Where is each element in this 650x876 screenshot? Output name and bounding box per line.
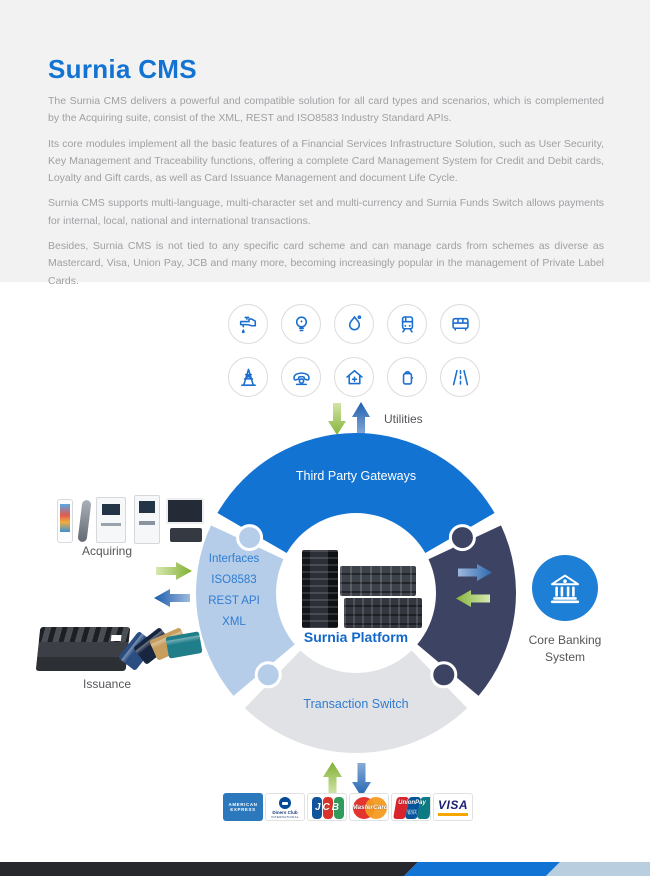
third-party-gateways-label: Third Party Gateways [295,469,417,483]
core-banking-label [505,632,625,666]
atm-image [96,497,126,543]
diners-name: Diners Club [272,810,298,815]
puzzle-knob-bottom-right [432,663,456,687]
paragraph-1: The Surnia CMS delivers a powerful and compatible solution for all card types and scenarios, which is complemented by the Acquiring suite, consist of the XML, REST and ISO8583 Industry Standard APIs. [48,95,604,125]
pos-monitor-image [166,498,204,524]
bank-icon [532,555,598,621]
switch-down-arrow-icon [352,763,371,797]
surnia-platform-label: Surnia Platform [303,629,409,645]
puzzle-knob-top-right [450,526,474,550]
footer-bar-light [546,862,650,876]
amex-logo [223,793,263,821]
amex-text-line2: EXPRESS [230,807,256,812]
amex-text-line1: AMERICAN [228,801,258,807]
diners-circle-icon [279,797,291,809]
mastercard-text: MasterCard [352,804,388,811]
core-banking-line1: Core Banking [528,633,602,647]
interfaces-label [186,549,282,633]
core-banking-left-arrow-icon [456,590,490,607]
paragraph-2: Its core modules implement all the basic features of a Financial Services Infrastructure Solution, such as User Security, Key Management and Traceability functions, offering a complete Card Management System for Credit and Debit cards, Loyalty and Gift cards, as well as Card Issuance Management and document Life Cycle. [48,137,604,185]
paragraph-4: Besides, Surnia CMS is not tied to any specific card scheme and can manage cards from schemes as diverse as Mastercard, Visa, Union Pay, JCB and many more, becoming increasingly popular in the management of Private Label Cards. [48,240,604,287]
mastercard-logo [349,793,389,821]
transaction-switch-label: Transaction Switch [303,697,409,711]
server-rack2-image [344,598,422,628]
issuance-label: Issuance [82,677,132,691]
core-banking-line2: System [544,650,585,664]
unionpay-cn-text: 银联 [406,810,417,816]
unionpay-text: UnionPay [398,800,426,806]
visa-text: VISA [437,798,468,812]
unionpay-logo [391,793,431,821]
core-banking-right-arrow-icon [458,564,492,581]
rest-api-line: REST API [208,595,260,607]
diners-club-logo [265,793,305,821]
interfaces-line: Interfaces [208,553,260,565]
utilities-label: Utilities [384,412,423,426]
acquiring-left-arrow-icon [154,589,190,607]
visa-gold-bar [438,813,468,816]
xml-line: XML [222,616,246,628]
acquiring-right-arrow-icon [156,562,192,580]
puzzle-knob-bottom-left [256,663,280,687]
pos-terminal-image [57,499,73,543]
paragraph-3: Surnia CMS supports multi-language, multi-character set and multi-currency and Surnia Funds Switch allows payments for internal, local, national and international transactions. [48,197,604,227]
jcb-text: JCB [314,802,341,813]
diners-subtext: INTERNATIONAL [271,815,299,819]
puzzle-knob-top-left [238,526,262,550]
iso8583-line: ISO8583 [211,574,257,586]
visa-logo [433,793,473,821]
server-tower-image [302,550,338,628]
kiosk-image [134,495,160,544]
acquiring-label: Acquiring [81,544,133,558]
switch-up-arrow-icon [323,762,342,796]
footer-bar-blue [404,862,560,876]
footer-bar-dark [0,862,418,876]
server-rack-image [340,566,416,596]
jcb-logo [307,793,347,821]
card-embosser-image [36,627,131,671]
page-title: Surnia CMS [48,54,197,84]
pos-base-image [170,528,202,542]
